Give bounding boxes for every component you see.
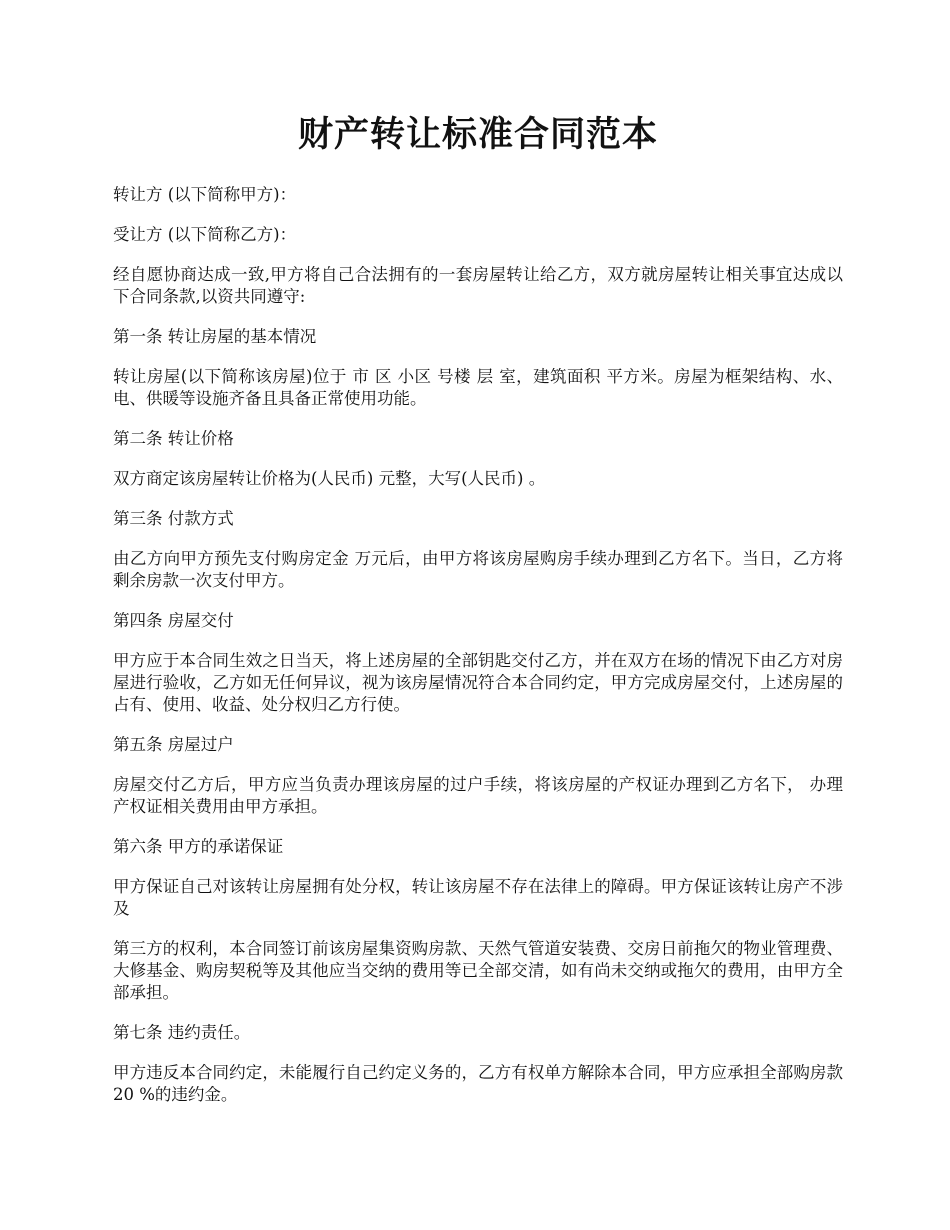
article-6-body-part-1: 甲方保证自己对该转让房屋拥有处分权，转让该房屋不存在法律上的障碍。甲方保证该转让房产不涉及 <box>113 877 843 918</box>
article-5-heading: 第五条 房屋过户 <box>113 735 234 754</box>
document-title: 财产转让标准合同范本 <box>297 114 658 155</box>
preamble: 经自愿协商达成一致,甲方将自己合法拥有的一套房屋转让给乙方，双方就房屋转让相关事宜达成以下合同条款,以资共同遵守: <box>113 265 843 306</box>
article-1-heading: 第一条 转让房屋的基本情况 <box>113 327 317 346</box>
article-4-body: 甲方应于本合同生效之日当天，将上述房屋的全部钥匙交付乙方，并在双方在场的情况下由乙方对房屋进行验收，乙方如无任何异议，视为该房屋情况符合本合同约定，甲方完成房屋交付，上述房屋的占有、使用、收益、处分权归乙方行使。 <box>113 651 843 714</box>
article-7-body: 甲方违反本合同约定，未能履行自己约定义务的，乙方有权单方解除本合同，甲方应承担全部购房款 20 %的违约金。 <box>113 1063 843 1104</box>
article-6-body-part-2: 第三方的权利，本合同签订前该房屋集资购房款、天然气管道安装费、交房日前拖欠的物业管理费、大修基金、购房契税等及其他应当交纳的费用等已全部交清，如有尚未交纳或拖欠的费用，由甲方全部承担。 <box>113 939 843 1002</box>
article-6-heading: 第六条 甲方的承诺保证 <box>113 837 284 856</box>
article-3-heading: 第三条 付款方式 <box>113 509 234 528</box>
article-3-body: 由乙方向甲方预先支付购房定金 万元后，由甲方将该房屋购房手续办理到乙方名下。当日，乙方将剩余房款一次支付甲方。 <box>113 549 843 590</box>
document-page <box>113 108 843 1124</box>
article-7-heading: 第七条 违约责任。 <box>113 1023 251 1042</box>
article-2-heading: 第二条 转让价格 <box>113 429 234 448</box>
article-5-body: 房屋交付乙方后，甲方应当负责办理该房屋的过户手续，将该房屋的产权证办理到乙方名下， 办理产权证相关费用由甲方承担。 <box>113 775 843 816</box>
article-1-body: 转让房屋(以下简称该房屋)位于 市 区 小区 号楼 层 室，建筑面积 平方米。房屋为框架结构、水、电、供暖等设施齐备且具备正常使用功能。 <box>113 367 843 408</box>
article-4-heading: 第四条 房屋交付 <box>113 611 234 630</box>
article-2-body: 双方商定该房屋转让价格为(人民币) 元整，大写(人民币) 。 <box>113 469 546 488</box>
transferor-line: 转让方 (以下简称甲方)： <box>113 185 297 204</box>
transferee-line: 受让方 (以下简称乙方)： <box>113 225 297 244</box>
